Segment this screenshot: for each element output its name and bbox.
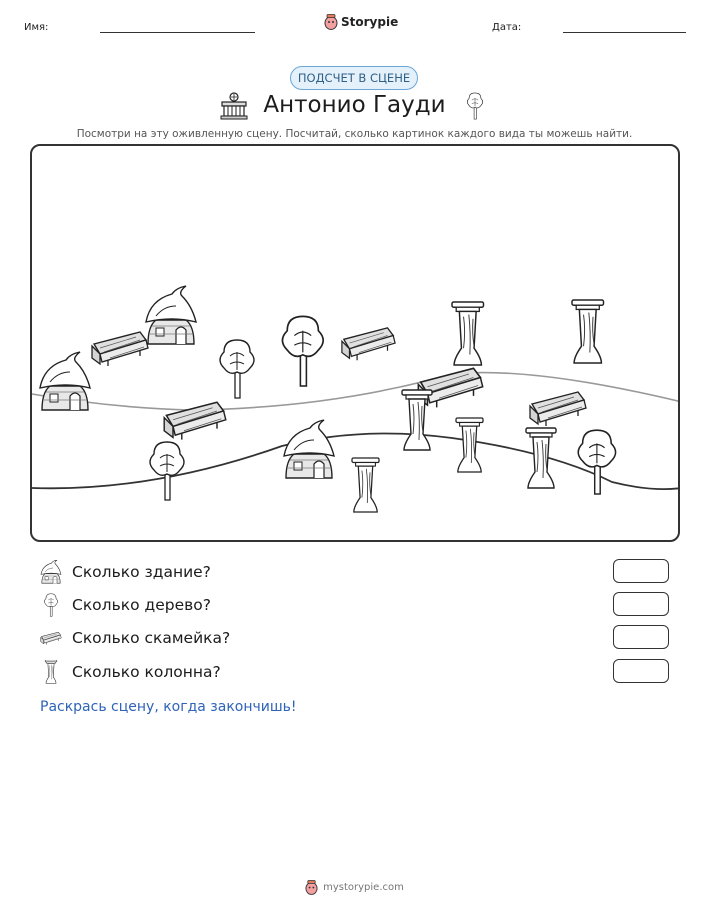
storypie-logo <box>324 14 398 30</box>
building-icon <box>40 560 62 584</box>
column[interactable] <box>456 418 483 472</box>
bench[interactable] <box>530 392 586 426</box>
bench[interactable] <box>418 368 482 407</box>
bench[interactable] <box>92 332 148 366</box>
tree-icon <box>40 593 62 617</box>
tree-icon <box>464 92 486 120</box>
footer-url[interactable]: mystorypie.com <box>323 882 404 893</box>
question-text: Сколько дерево? <box>72 596 211 614</box>
question-tree <box>40 592 211 618</box>
bench[interactable] <box>342 328 395 360</box>
coloring-instruction: Раскрась сцену, когда закончишь! <box>40 699 297 715</box>
question-text: Сколько здание? <box>72 563 211 581</box>
column[interactable] <box>452 302 484 365</box>
question-bench <box>40 625 230 651</box>
instructions: Посмотри на эту оживленную сцену. Посчитай, сколько картинок каждого вида ты можешь найти. <box>76 128 633 140</box>
tree[interactable] <box>150 442 184 500</box>
column[interactable] <box>352 458 379 512</box>
storypie-mascot-icon <box>324 14 338 30</box>
answer-box-column[interactable] <box>613 659 669 683</box>
worksheet-type-badge: ПОДСЧЕТ В СЦЕНЕ <box>290 66 418 90</box>
bench-icon <box>40 626 62 650</box>
date-line[interactable] <box>563 32 686 33</box>
bench[interactable] <box>164 402 226 439</box>
question-text: Сколько колонна? <box>72 663 221 681</box>
fountain-icon <box>220 92 248 120</box>
footer <box>0 880 709 895</box>
answer-box-bench[interactable] <box>613 625 669 649</box>
answer-box-tree[interactable] <box>613 592 669 616</box>
storypie-mascot-icon <box>305 880 318 895</box>
page-title: Антонио Гауди <box>263 92 446 118</box>
date-label: Дата: <box>492 22 522 33</box>
tree[interactable] <box>220 340 254 398</box>
tree[interactable] <box>578 430 615 494</box>
question-text: Сколько скамейка? <box>72 629 231 647</box>
column[interactable] <box>402 390 432 450</box>
building[interactable] <box>146 286 196 344</box>
question-building <box>40 559 211 585</box>
building[interactable] <box>40 352 90 410</box>
counting-scene[interactable] <box>30 144 680 542</box>
column[interactable] <box>572 300 604 363</box>
answer-box-building[interactable] <box>613 559 669 583</box>
name-line[interactable] <box>100 32 255 33</box>
name-label: Имя: <box>24 22 49 33</box>
logo-text: Storypie <box>341 15 399 29</box>
scene-illustration <box>32 146 680 542</box>
column-icon <box>40 660 62 684</box>
building[interactable] <box>284 420 334 478</box>
tree[interactable] <box>282 316 323 386</box>
question-column <box>40 659 221 685</box>
